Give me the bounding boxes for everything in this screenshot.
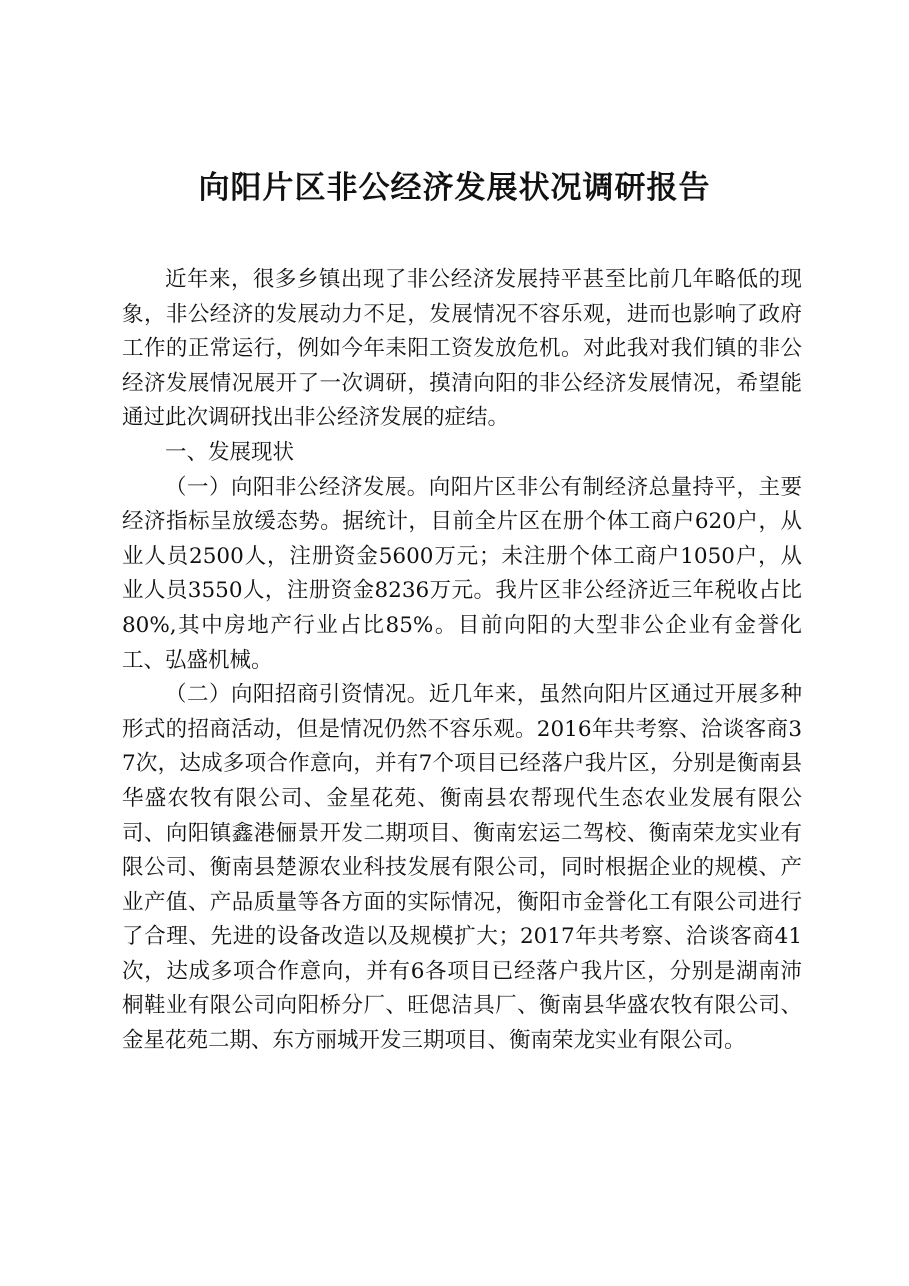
paragraph-nonpublic-economy: （一）向阳非公经济发展。向阳片区非公有制经济总量持平，主要经济指标呈放缓态势。据统计，目前全片区在册个体工商户620户，从业人员2500人，注册资金5600万元；未注册个体工商户1050户，从业人员3550人，注册资金8236万元。我片区非公经济近三年税收占比80%,其中房地产行业占比85%。目前向阳的大型非公企业有金誉化工、弘盛机械。 (122, 474, 802, 673)
document-title: 向阳片区非公经济发展状况调研报告 (198, 170, 711, 206)
document-body (122, 263, 802, 1059)
section-heading-development-status: 一、发展现状 (165, 439, 295, 465)
paragraph-investment-attraction: （二）向阳招商引资情况。近几年来，虽然向阳片区通过开展多种形式的招商活动，但是情况仍然不容乐观。2016年共考察、洽谈客商37次，达成多项合作意向，并有7个项目已经落户我片区，分别是衡南县华盛农牧有限公司、金星花苑、衡南县农帮现代生态农业发展有限公司、向阳镇鑫港俪景开发二期项目、衡南宏运二驾校、衡南荣龙实业有限公司、衡南县楚源农业科技发展有限公司，同时根据企业的规模、产业产值、产品质量等各方面的实际情况，衡阳市金誉化工有限公司进行了合理、先进的设备改造以及规模扩大；2017年共考察、洽谈客商41次，达成多项合作意向，并有6各项目已经落户我片区，分别是湖南沛桐鞋业有限公司向阳桥分厂、旺偲洁具厂、衡南县华盛农牧有限公司、金星花苑二期、东方丽城开发三期项目、衡南荣龙实业有限公司。 (122, 682, 802, 1054)
intro-paragraph: 近年来，很多乡镇出现了非公经济发展持平甚至比前几年略低的现象，非公经济的发展动力不足，发展情况不容乐观，进而也影响了政府工作的正常运行，例如今年耒阳工资发放危机。对此我对我们镇的非公经济发展情况展开了一次调研，摸清向阳的非公经济发展情况，希望能通过此次调研找出非公经济发展的症结。 (122, 267, 802, 431)
